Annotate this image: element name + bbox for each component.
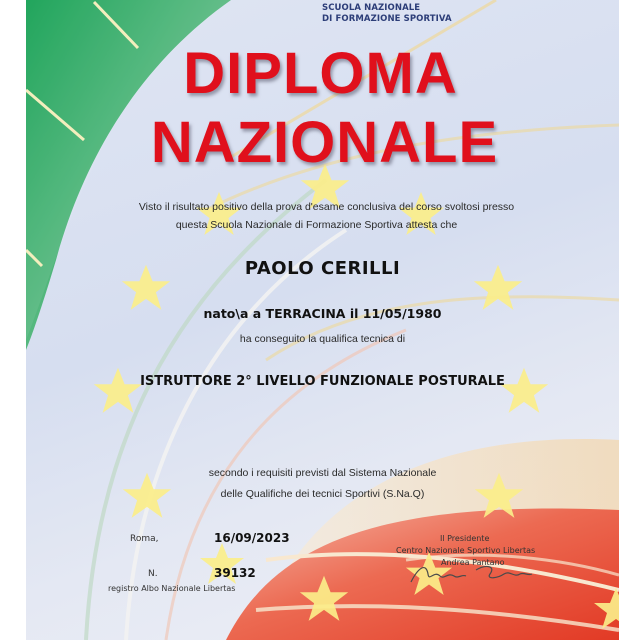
- register-label: registro Albo Nazionale Libertas: [108, 584, 236, 593]
- intro-line1: Visto il risultato positivo della prova d'esame conclusiva del corso svoltosi presso: [138, 201, 515, 213]
- qualification-intro: ha conseguito la qualifica tecnica di: [239, 333, 406, 345]
- signatory-name: Andrea Pantano: [441, 558, 505, 567]
- signature-icon: [406, 560, 536, 590]
- register-number: 39132: [214, 566, 256, 580]
- school-header: [322, 3, 452, 25]
- number-label: N.: [148, 569, 158, 579]
- intro-line2: questa Scuola Nazionale di Formazione Sportiva attesta che: [175, 219, 458, 231]
- signatory-role: Il Presidente: [440, 534, 490, 543]
- signatory-org: Centro Nazionale Sportivo Libertas: [396, 546, 536, 555]
- requirements-line2: delle Qualifiche dei tecnici Sportivi (S.Na.Q): [220, 488, 425, 500]
- recipient-name: PAOLO CERILLI: [244, 258, 401, 279]
- qualification-title: ISTRUTTORE 2° LIVELLO FUNZIONALE POSTURALE: [140, 374, 505, 389]
- school-name-line2: DI FORMAZIONE SPORTIVA: [322, 14, 452, 24]
- diploma-document: [26, 0, 619, 640]
- requirements-line1: secondo i requisiti previsti dal Sistema Nazionale: [208, 467, 437, 479]
- school-name-line1: SCUOLA NAZIONALE: [322, 3, 421, 13]
- recipient-birth: nato\a a TERRACINA il 11/05/1980: [203, 306, 442, 321]
- title-line1: DIPLOMA: [183, 41, 458, 106]
- place-label: Roma,: [130, 534, 159, 544]
- title-line2: NAZIONALE: [150, 110, 499, 175]
- issue-date: 16/09/2023: [214, 531, 290, 545]
